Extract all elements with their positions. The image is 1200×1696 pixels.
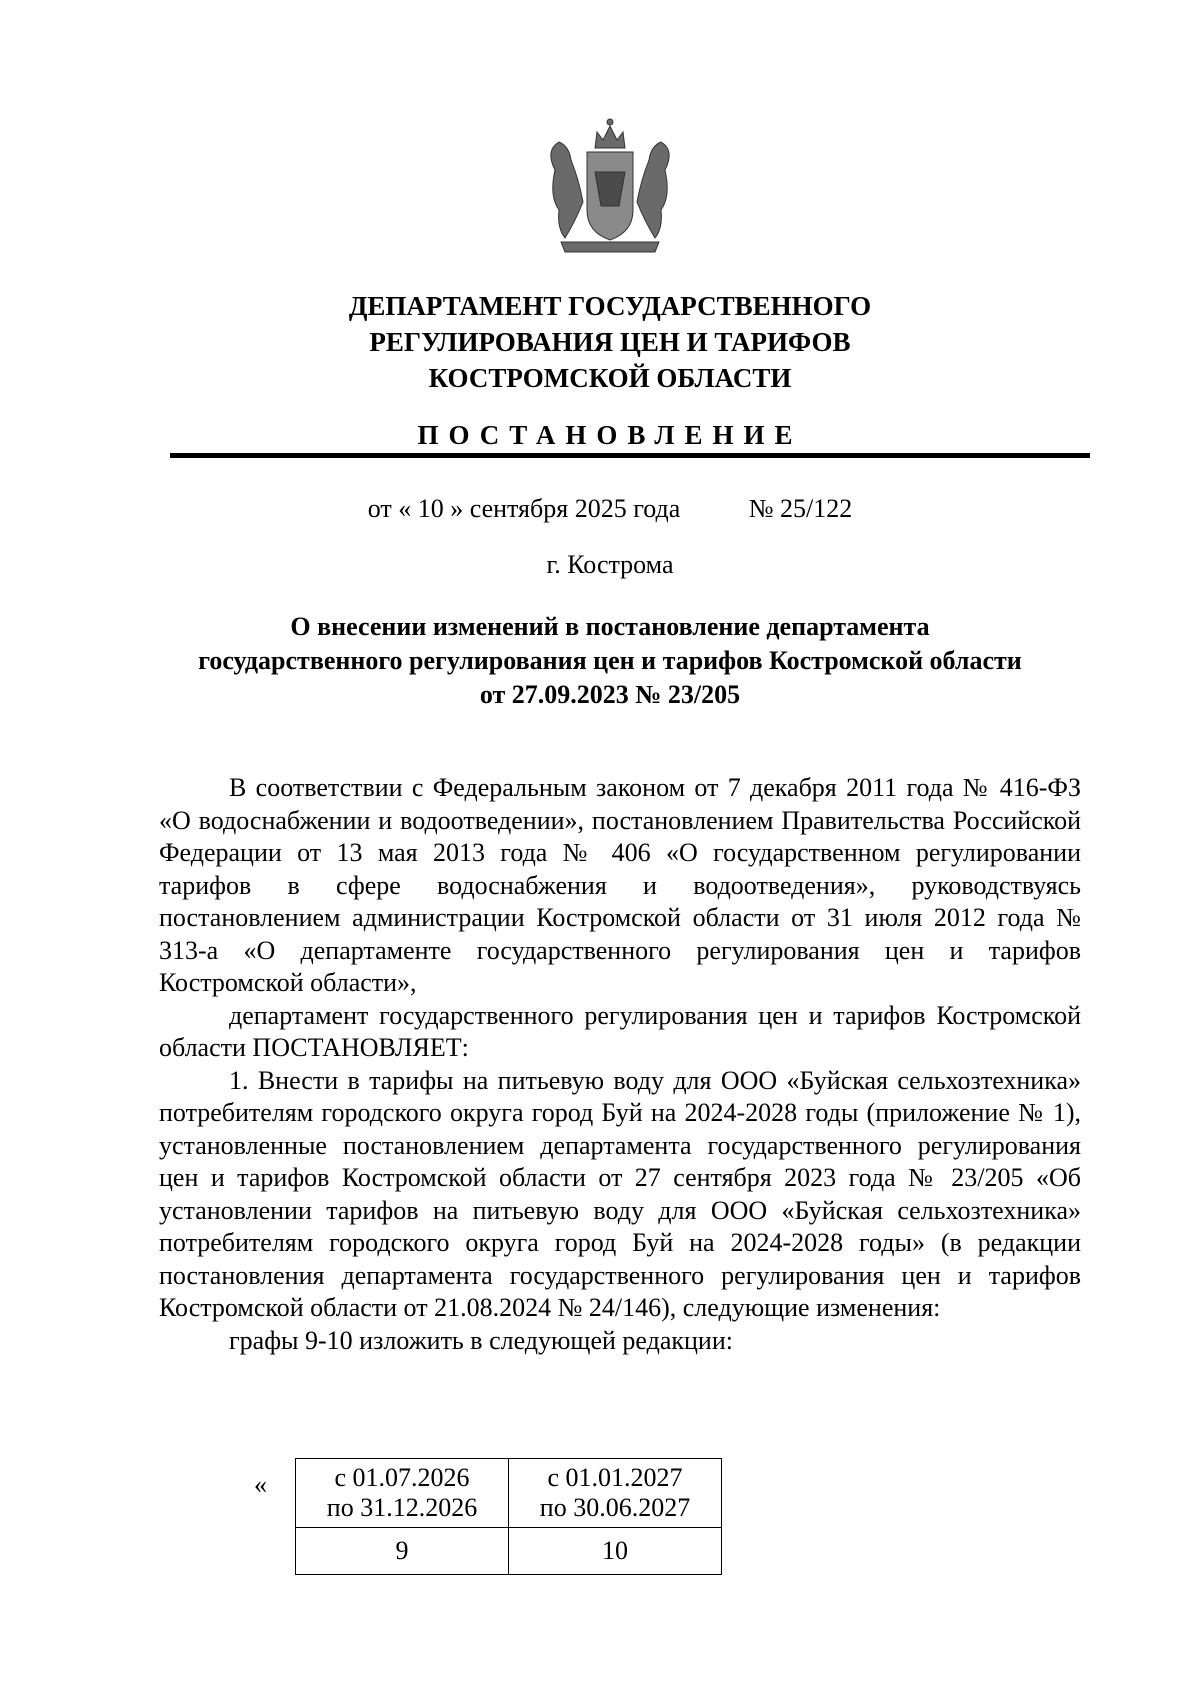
department-line-1: ДЕПАРТАМЕНТ ГОСУДАРСТВЕННОГО: [348, 291, 872, 321]
table-row: [296, 1459, 722, 1528]
title-line-2: государственного регулирования цен и тарифов Костромской области: [198, 646, 1022, 675]
date-number-line: [150, 494, 1070, 524]
department-line-2: РЕГУЛИРОВАНИЯ ЦЕН И ТАРИФОВ: [369, 327, 851, 357]
header-divider: [170, 453, 1090, 458]
column-10-from: с 01.01.2027: [547, 1463, 683, 1492]
column-9-period: [296, 1459, 509, 1528]
column-9-from: с 01.07.2026: [334, 1463, 470, 1492]
department-name: [150, 288, 1070, 396]
tariff-columns-table: [295, 1458, 722, 1575]
column-9-to: по 31.12.2026: [326, 1493, 478, 1522]
document-body: [159, 772, 1081, 1357]
document-date: от « 10 » сентября 2025 года: [367, 494, 681, 523]
department-line-3: КОСТРОМСКОЙ ОБЛАСТИ: [428, 363, 792, 393]
document-city: г. Кострома: [546, 550, 674, 579]
column-10-index: 10: [509, 1528, 722, 1575]
opening-quote: «: [254, 1470, 267, 1499]
table-row: [296, 1528, 722, 1575]
document-title: [150, 610, 1070, 712]
document-number: № 25/122: [748, 494, 853, 523]
paragraph-columns-note: графы 9-10 изложить в следующей редакции:: [229, 1325, 733, 1355]
document-type: ПОСТАНОВЛЕНИЕ: [417, 420, 803, 450]
title-line-3: от 27.09.2023 № 23/205: [479, 680, 741, 709]
column-9-index: 9: [296, 1528, 509, 1575]
title-line-1: О внесении изменений в постановление департамента: [290, 612, 930, 641]
column-10-to: по 30.06.2027: [539, 1493, 691, 1522]
column-10-period: [509, 1459, 722, 1528]
coat-of-arms-emblem: [535, 110, 685, 260]
paragraph-preamble: В соответствии с Федеральным законом от 7 декабря 2011 года № 416-ФЗ «О водоснабжении и водоотведении», постановлением Правительства Российской Федерации от 13 мая 2013 года № 406 «О государственном регулировании тарифов в сфере водоснабжения и водоотведения», руководствуясь постановлением администрации Костромской области от 31 июля 2012 года № 313-а «О департаменте государственного регулирования цен и тарифов Костромской области»,: [159, 773, 1081, 997]
paragraph-resolves: департамент государственного регулирования цен и тарифов Костромской области ПОСТАНОВЛЯЕТ:: [159, 1000, 1081, 1062]
paragraph-item-1: 1. Внести в тарифы на питьевую воду для ООО «Буйская сельхозтехника» потребителям городского округа город Буй на 2024-2028 годы (приложение № 1), установленные постановлением департамента государственного регулирования цен и тарифов Костромской области от 27 сентября 2023 года № 23/205 «Об установлении тарифов на питьевую воду для ООО «Буйская сельхозтехника» потребителям городского округа город Буй на 2024-2028 годы» (в редакции постановления департамента государственного регулирования цен и тарифов Костромской области от 21.08.2024 № 24/146), следующие изменения:: [159, 1065, 1081, 1322]
